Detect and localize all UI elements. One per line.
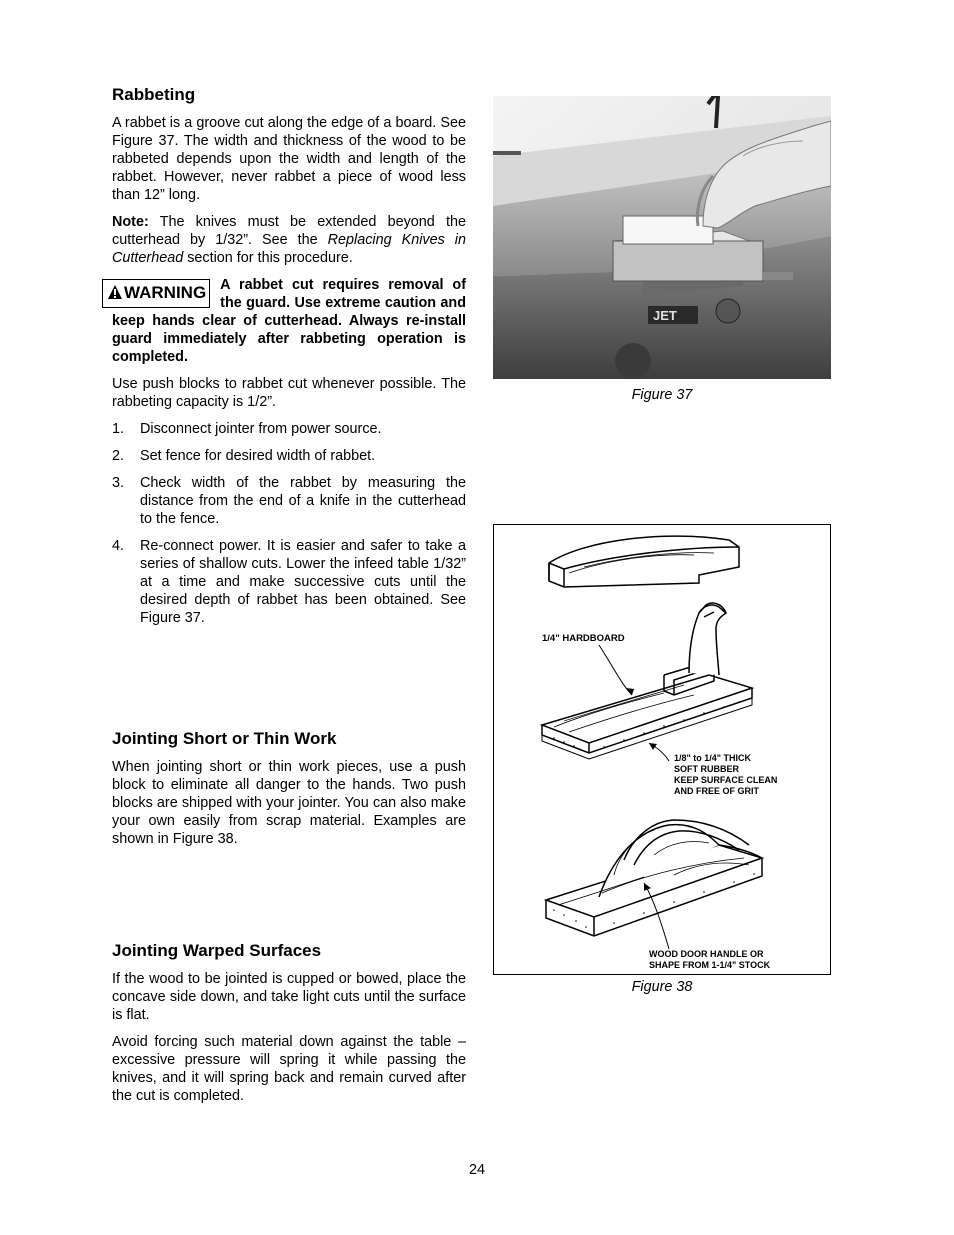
warning-text: A rabbet cut requires removal of the guard. Use extreme caution and keep hands clear of cutterhead. Always re-install guard immediately after rabbeting operation is completed. — [112, 277, 466, 365]
jet-logo: JET — [653, 308, 677, 323]
figure-37-caption: Figure 37 — [631, 387, 693, 403]
step-item — [112, 537, 466, 627]
label-rubber-1: 1/8" to 1/4" THICK — [674, 753, 752, 763]
figure-38-drawing — [493, 524, 831, 975]
warning-triangle-icon — [107, 283, 123, 307]
label-rubber-3: KEEP SURFACE CLEAN — [674, 775, 778, 785]
heading-short-work: Jointing Short or Thin Work — [112, 729, 337, 748]
short-work-para: When jointing short or thin work pieces, use a push block to eliminate all danger to the hands. Two push blocks are shipped with your jointer. You can also make your own easily from scrap material. Examples are shown in Figure 38. — [112, 759, 466, 847]
figure-37-photo — [493, 96, 831, 379]
step-text: Re-connect power. It is easier and safer to take a series of shallow cuts. Lower the infeed table 1/32” at a time and make successive cuts until the desired depth of rabbet has been obtained. See Figure 37. — [140, 538, 466, 626]
step-text: Disconnect jointer from power source. — [140, 421, 382, 437]
step-text: Check width of the rabbet by measuring the distance from the end of a knife in the cutterhead to the fence. — [140, 475, 466, 527]
warning-block — [112, 276, 466, 366]
label-rubber-4: AND FREE OF GRIT — [674, 786, 759, 796]
step-item — [112, 420, 466, 438]
step-number: 3. — [112, 475, 125, 491]
note-text-2: section for this procedure. — [183, 250, 353, 266]
push-block-middle — [542, 603, 752, 759]
note-italic-ref: Replacing Knives in Cutterhead — [112, 232, 466, 266]
warped-para-2: Avoid forcing such material down against the table – excessive pressure will spring it while passing the knives, and it will spring back and remain curved after the cut is completed. — [112, 1034, 466, 1104]
step-number: 4. — [112, 538, 125, 554]
step-number: 1. — [112, 421, 125, 437]
label-rubber-2: SOFT RUBBER — [674, 764, 739, 774]
rabbeting-push-blocks: Use push blocks to rabbet cut whenever possible. The rabbeting capacity is 1/2”. — [112, 376, 466, 410]
heading-warped: Jointing Warped Surfaces — [112, 941, 322, 960]
step-number: 2. — [112, 448, 125, 464]
push-block-top — [549, 536, 739, 587]
left-column — [112, 84, 466, 1114]
note-text-1: The knives must be extended beyond the cutterhead by 1/32”. See the — [112, 214, 466, 248]
label-handle-2: SHAPE FROM 1-1/4" STOCK — [649, 960, 771, 970]
step-item — [112, 474, 466, 528]
figure-38-caption: Figure 38 — [631, 979, 693, 995]
page-number: 24 — [468, 1162, 485, 1178]
step-text: Set fence for desired width of rabbet. — [140, 448, 376, 464]
step-item — [112, 447, 466, 465]
rabbeting-intro: A rabbet is a groove cut along the edge of a board. See Figure 37. The width and thickness of the wood to be rabbeted depends upon the width and length of the rabbet. However, never rabbet a piece of wood less than 12” long. — [112, 115, 466, 203]
label-handle-1: WOOD DOOR HANDLE OR — [649, 949, 764, 959]
heading-rabbeting: Rabbeting — [112, 85, 196, 104]
warning-badge — [102, 279, 210, 308]
rabbeting-note — [112, 213, 466, 267]
warped-para-1: If the wood to be jointed is cupped or bowed, place the concave side down, and take light cuts until the surface is flat. — [112, 971, 466, 1023]
note-label: Note: — [112, 214, 149, 230]
rabbeting-steps — [112, 420, 466, 627]
push-block-bottom — [546, 820, 762, 936]
label-hardboard: 1/4" HARDBOARD — [542, 633, 625, 644]
warning-label: WARNING — [124, 283, 207, 302]
